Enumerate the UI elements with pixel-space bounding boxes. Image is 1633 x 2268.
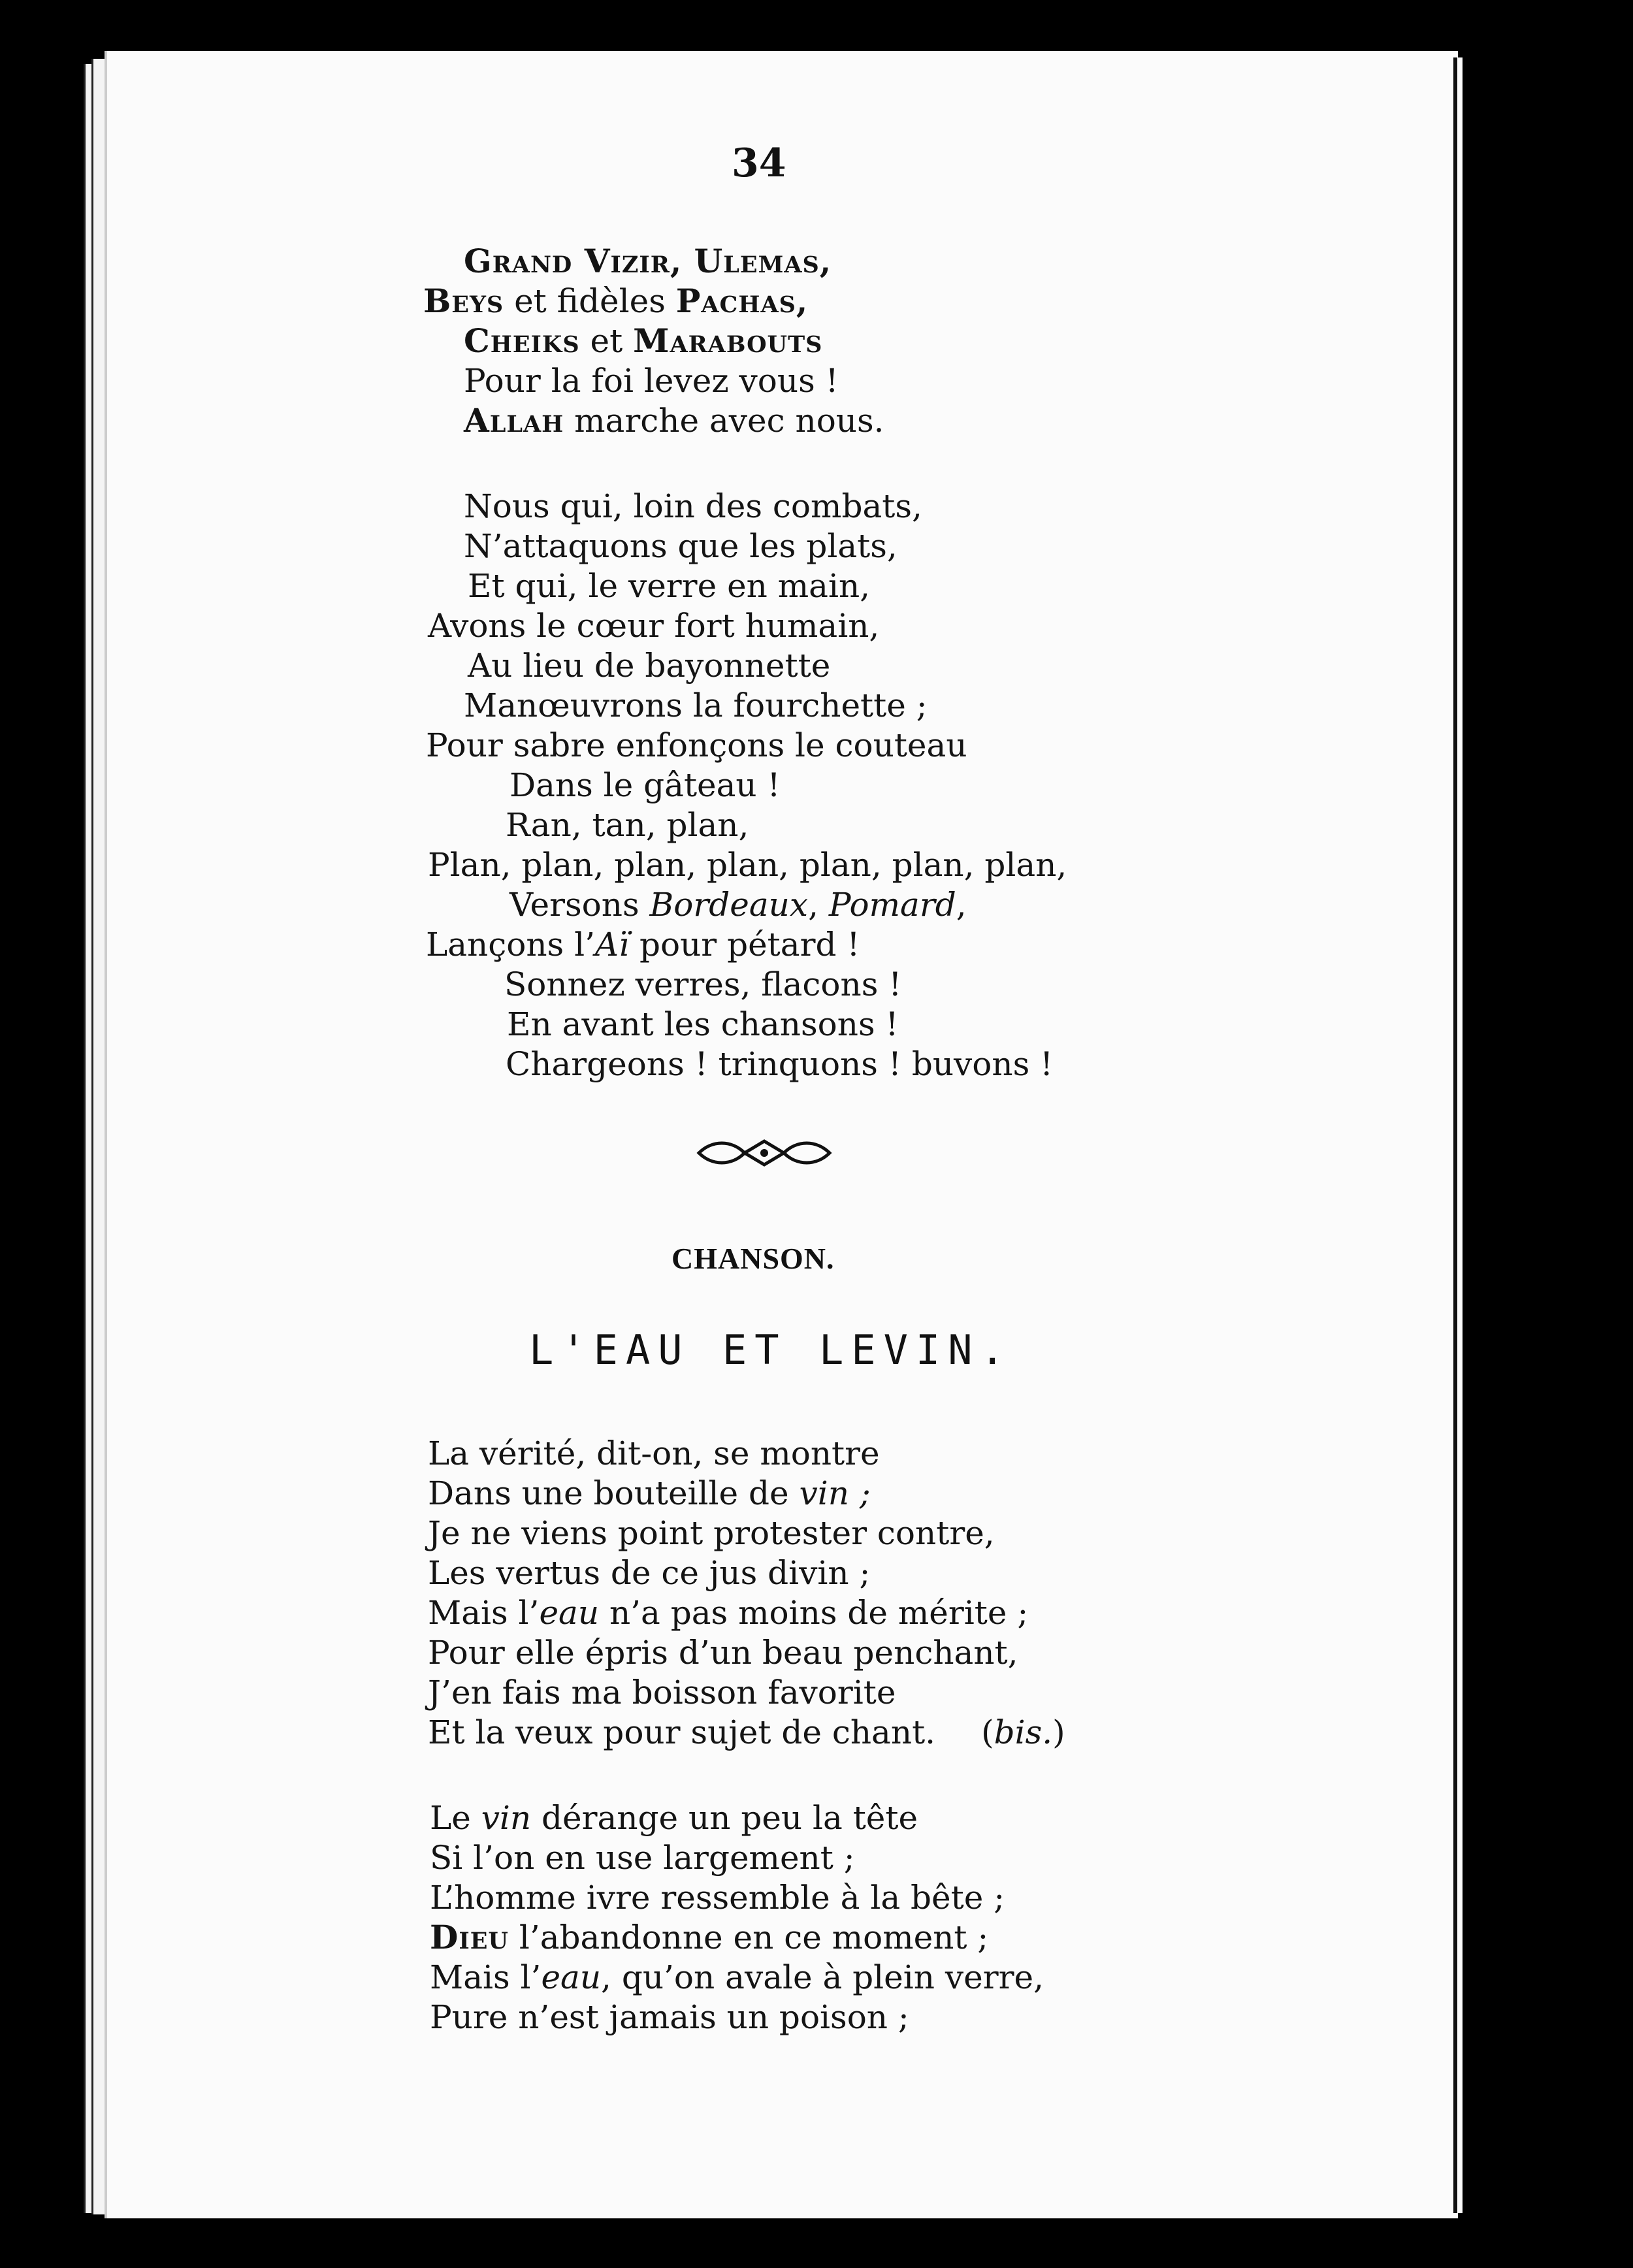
verse-line: Et qui, le verre en main, (468, 567, 871, 605)
verse-line: Mais l’eau n’a pas moins de mérite ; (428, 1594, 1029, 1632)
verse-line: Mais l’eau, qu’on avale à plein verre, (430, 1958, 1044, 1996)
verse-line: Et la veux pour sujet de chant. (bis.) (428, 1713, 1065, 1751)
verse-line: Si l’on en use largement ; (430, 1839, 855, 1877)
verse-line: Lançons l’Aï pour pétard ! (426, 926, 860, 964)
verse-line: Dans le gâteau ! (509, 766, 781, 804)
verse-line: Ran, tan, plan, (506, 806, 749, 844)
verse-line: Le vin dérange un peu la tête (430, 1799, 918, 1837)
verse-line: Dans une bouteille de vin ; (428, 1474, 871, 1512)
verse-line: Pour la foi levez vous ! (464, 362, 839, 400)
verse-line: Pour sabre enfonçons le couteau (426, 726, 967, 764)
verse-line: Pure n’est jamais un poison ; (430, 1998, 909, 2036)
verse-line: Manœuvrons la fourchette ; (464, 687, 928, 724)
verse-line: N’attaquons que les plats, (464, 527, 897, 565)
verse-line: Grand Vizir, Ulemas, (464, 242, 832, 280)
verse-line: Plan, plan, plan, plan, plan, plan, plan, (428, 846, 1067, 884)
verse-line: L’homme ivre ressemble à la bête ; (430, 1879, 1005, 1917)
verse-line: Avons le cœur fort humain, (428, 607, 880, 645)
section-heading: CHANSON. (671, 1242, 835, 1275)
verse-line: Nous qui, loin des combats, (464, 487, 922, 525)
verse-line: Allah marche avec nous. (464, 401, 884, 440)
verse-line: Je ne viens point protester contre, (428, 1514, 995, 1552)
verse-line: Chargeons ! trinquons ! buvons ! (506, 1045, 1054, 1083)
verse-line: Les vertus de ce jus divin ; (428, 1554, 871, 1592)
verse-line: Beys et fidèles Pachas, (423, 282, 809, 320)
verse-line: Sonnez verres, flacons ! (504, 965, 902, 1003)
verse-line: Au lieu de bayonnette (468, 647, 831, 685)
page-number: 34 (732, 140, 786, 186)
fleuron-ornament (692, 1133, 836, 1173)
verse-line: J’en fais ma boisson favorite (428, 1674, 896, 1711)
verse-line: Cheiks et Marabouts (464, 321, 823, 360)
verse-line: Pour elle épris d’un beau penchant, (428, 1634, 1018, 1672)
gutter-edge (1453, 57, 1463, 2213)
song-title: L'EAU ET LEVIN. (529, 1326, 1012, 1374)
verse-line: En avant les chansons ! (507, 1005, 899, 1043)
verse-line: Versons Bordeaux, Pomard, (509, 886, 967, 924)
verse-line: Dieu l’abandonne en ce moment ; (430, 1918, 989, 1956)
verse-line: La vérité, dit-on, se montre (428, 1434, 880, 1472)
